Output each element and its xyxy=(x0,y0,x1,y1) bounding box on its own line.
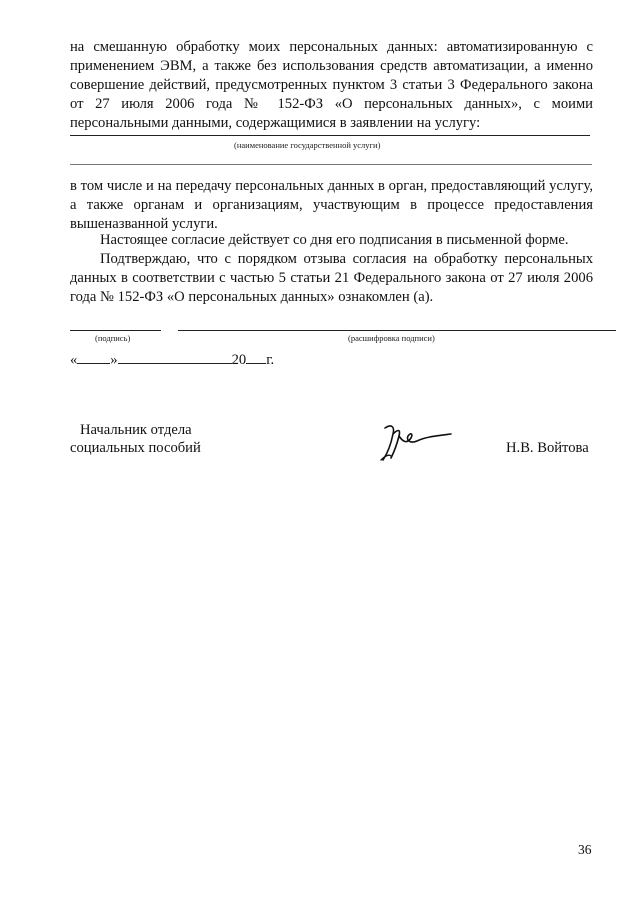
date-year-prefix: 20 xyxy=(231,352,247,368)
consent-paragraph-processing: на смешанную обработку моих персональных данных: автоматизированную с применением ЭВМ, а также без использования средств автоматизации, а именно совершение действий, предусмотренных пунктом 3 статьи 3 Федерального закона от 27 июля 2006 года № 152-ФЗ «О персональных данных», с моими персональными данными, содержащимися в заявлении на услугу: xyxy=(70,39,593,131)
signatory-position-line-1: Начальник отдела xyxy=(80,422,192,438)
date-year-blank xyxy=(246,349,266,364)
signatory-position xyxy=(70,421,201,457)
consent-paragraph-revocation: Подтверждаю, что с порядком отзыва согласия на обработку персональных данных в соответствии с частью 5 статьи 21 Федерального закона от 27 июля 2006 года № 152-ФЗ «О персональных данных» ознакомлен (а). xyxy=(70,251,593,305)
page-number: 36 xyxy=(578,842,592,857)
service-name-line-2 xyxy=(70,164,592,165)
consent-paragraph-validity: Настоящее согласие действует со дня его подписания в письменной форме. xyxy=(100,232,569,248)
date-open-quote: « xyxy=(70,352,78,368)
date-month-blank xyxy=(118,349,232,364)
date-line xyxy=(70,349,274,369)
consent-paragraph-transfer: в том числе и на передачу персональных данных в орган, предоставляющий услугу, а также органам и организациям, участвующим в процессе предоставления вышеназванной услуги. xyxy=(70,178,593,232)
date-year-suffix: г. xyxy=(266,352,275,368)
signature-line xyxy=(70,330,161,331)
signature-caption: (подпись) xyxy=(95,333,131,343)
handwritten-signature xyxy=(377,420,457,466)
signature-decode-line xyxy=(178,330,616,331)
service-name-caption: (наименование государственной услуги) xyxy=(234,140,381,150)
date-day-blank xyxy=(77,349,110,364)
signature-decode-caption: (расшифровка подписи) xyxy=(348,333,435,343)
date-close-quote: » xyxy=(110,352,118,368)
service-name-line xyxy=(70,135,590,136)
signatory-position-line-2: социальных пособий xyxy=(70,440,201,456)
signatory-name: Н.В. Войтова xyxy=(506,440,589,456)
